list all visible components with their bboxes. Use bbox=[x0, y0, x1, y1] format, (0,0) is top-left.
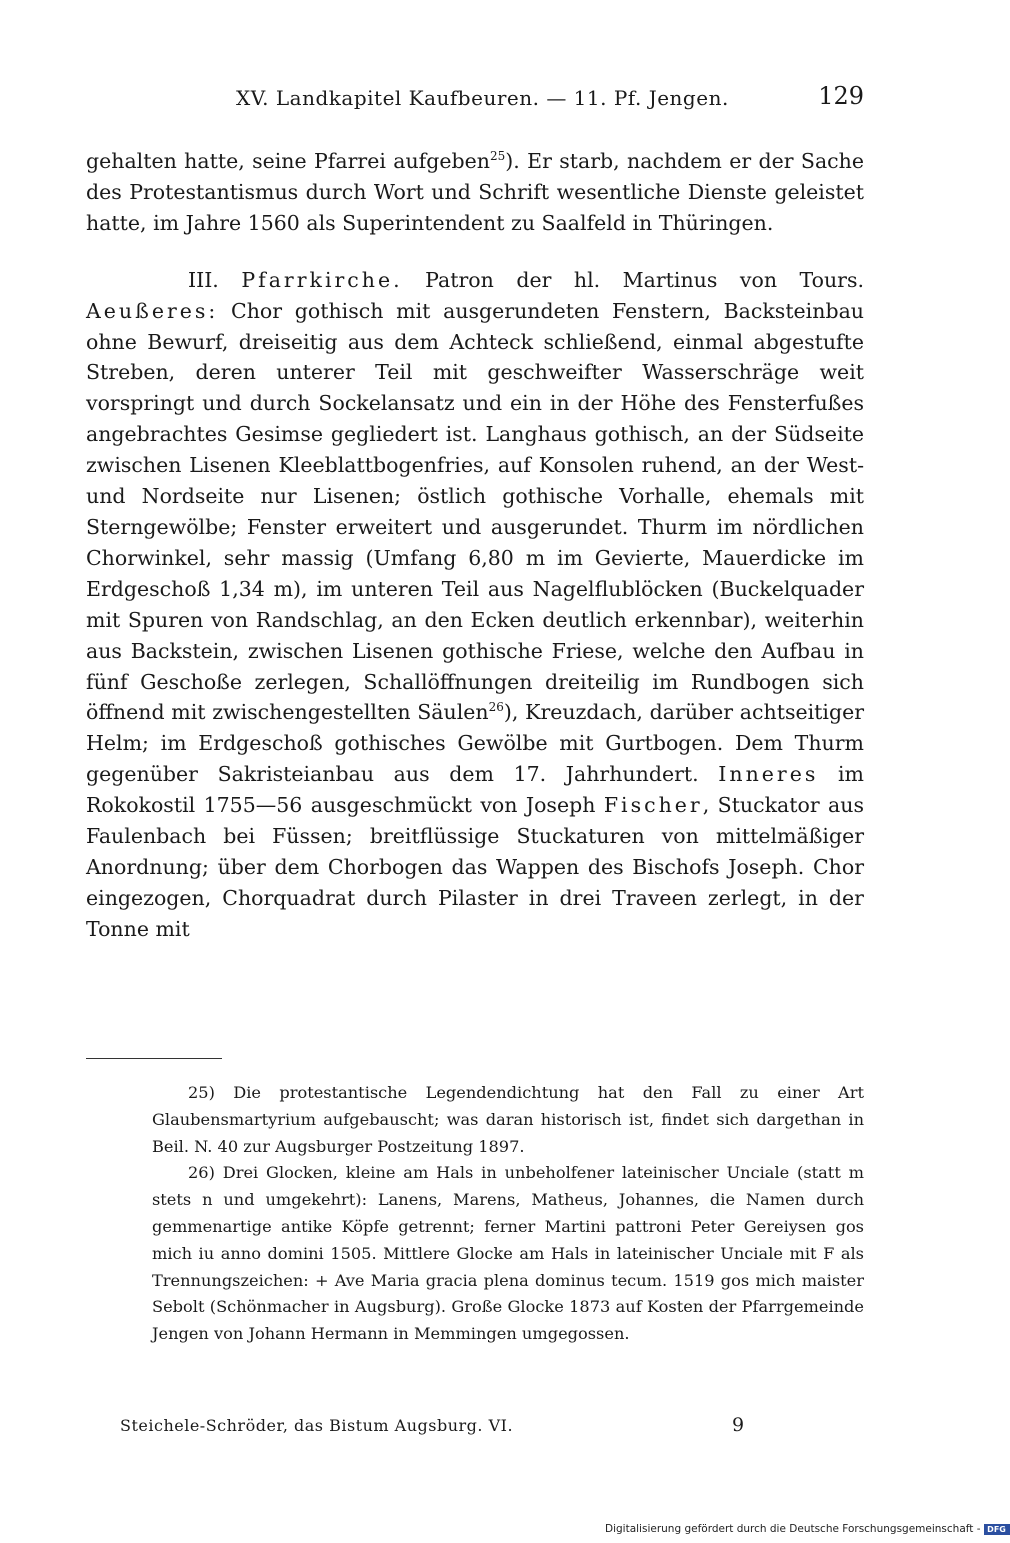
paragraph-2-text-e: , Stuckator aus Faulenbach bei Füssen; breitflüssige Stuckaturen von mittelmäßiger Anordnung; über dem Chorbogen das Wappen des Bischofs Joseph. Chor eingezogen, Chorquadrat durch Pilaster in drei Traveen zerlegt, in der Tonne mit bbox=[86, 793, 864, 941]
section-heading-aeusseres: Aeußeres: bbox=[86, 298, 219, 323]
paragraph-2-text-a: Patron der hl. Martinus von Tours. bbox=[402, 267, 865, 292]
paragraph-2-text-d: im Rokokostil 1755—56 ausgeschmückt von Joseph bbox=[86, 762, 864, 818]
footnote-26-mark: 26) bbox=[188, 1163, 215, 1183]
dfg-logo-icon: DFG bbox=[984, 1524, 1010, 1535]
page-number: 129 bbox=[818, 82, 864, 110]
paragraph-1 bbox=[86, 146, 864, 239]
footnotes bbox=[86, 1080, 864, 1348]
section-heading-pfarrkirche: Pfarrkirche. bbox=[241, 267, 403, 292]
printer-signature bbox=[120, 1416, 770, 1442]
footnote-ref-25: 25 bbox=[489, 149, 506, 163]
paragraph-2-text-c: ), Kreuzdach, darüber achtseitiger Helm; im Erdgeschoß gothisches Gewölbe mit Gurtbogen. Dem Thurm gegenüber Sakristeianbau aus dem 17. Jahrhundert. bbox=[86, 700, 864, 787]
digitization-footer bbox=[605, 1523, 1010, 1537]
footnote-26-text: Drei Glocken, kleine am Hals in unbeholfener lateinischer Unciale (statt m stets n und umgekehrt): Lanens, Marens, Matheus, Johannes, die Namen durch gemmenartige antike Köpfe getrennt; ferner Martini pattroni Peter Gereiysen gos mich iu anno domini 1505. Mittlere Glocke am Hals in lateinischer Unciale mit F als Trennungszeichen: + Ave Maria gracia plena dominus tecum. 1519 gos mich maister Sebolt (Schönmacher in Augsburg). Große Glocke 1873 auf Kosten der Pfarrgemeinde Jengen von Johann Hermann in Memmingen umgegossen. bbox=[152, 1163, 864, 1344]
footnote-25 bbox=[86, 1080, 864, 1160]
footnote-26 bbox=[86, 1160, 864, 1348]
paragraph-1-text-b: ). Er starb, nachdem er der Sache des Protestantismus durch Wort und Schrift wesentliche Dienste geleistet hatte, im Jahre 1560 als Superintendent zu Saalfeld in Thüringen. bbox=[86, 149, 864, 235]
name-fischer: Fischer bbox=[603, 793, 703, 818]
signature-text: Steichele-Schröder, das Bistum Augsburg. VI. bbox=[120, 1416, 514, 1435]
paragraph-2 bbox=[86, 265, 864, 945]
running-head bbox=[86, 82, 864, 118]
footnote-25-text: Die protestantische Legendendichtung hat den Fall zu einer Art Glaubensmartyrium aufgebauscht; was daran historisch ist, findet sich dargethan in Beil. N. 40 zur Augsburger Postzeitung 1897. bbox=[152, 1083, 864, 1156]
running-title: XV. Landkapitel Kaufbeuren. — 11. Pf. Jengen. bbox=[236, 86, 729, 110]
footnote-ref-26: 26 bbox=[488, 700, 504, 715]
digitization-text: Digitalisierung gefördert durch die Deutsche Forschungsgemeinschaft - bbox=[605, 1523, 981, 1535]
section-number: III. bbox=[188, 267, 242, 292]
signature-number: 9 bbox=[732, 1414, 745, 1436]
paragraph-2-text-b: Chor gothisch mit ausgerundeten Fenstern, Backsteinbau ohne Bewurf, dreiseitig aus dem Achteck schließend, einmal abgestufte Streben, deren unterer Teil mit geschweifter Wasserschräge weit vorspringt und durch Sockelansatz und ein in der Höhe des Fensterfußes angebrachtes Gesimse gegliedert ist. Langhaus gothisch, an der Südseite zwischen Lisenen Kleeblattbogenfries, auf Konsolen ruhend, an der West- und Nordseite nur Lisenen; östlich gothische Vorhalle, ehemals mit Sterngewölbe; Fenster erweitert und ausgerundet. Thurm im nördlichen Chorwinkel, sehr massig (Umfang 6,80 m im Gevierte, Mauerdicke im Erdgeschoß 1,34 m), im unteren Teil aus Nagelflublöcken (Buckelquader mit Spuren von Randschlag, an den Ecken deutlich erkennbar), weiterhin aus Backstein, zwischen Lisenen gothische Friese, welche den Aufbau in fünf Geschoße zerlegen, Schallöffnungen dreiteilig im Rundbogen sich öffnend mit zwischengestellten Säulen bbox=[86, 298, 864, 725]
body-text bbox=[86, 146, 864, 945]
section-heading-inneres: Inneres bbox=[718, 762, 819, 787]
footnote-separator bbox=[86, 1058, 222, 1059]
footnote-25-mark: 25) bbox=[188, 1083, 215, 1102]
paragraph-1-text-a: gehalten hatte, seine Pfarrei aufgeben bbox=[86, 149, 490, 173]
